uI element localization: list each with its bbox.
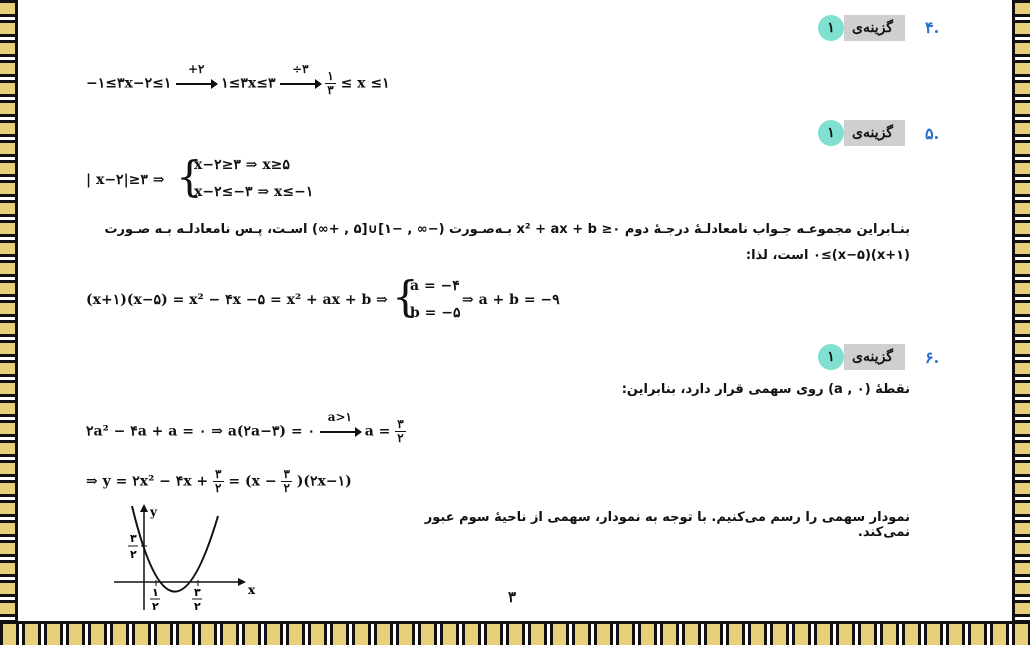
answer-option-label: گزینه‌ی (844, 15, 905, 41)
page-border-right (1012, 0, 1030, 645)
q6-equation-1 (86, 409, 406, 446)
q4-fraction (325, 70, 335, 97)
q5-brace: { (176, 152, 203, 201)
q6-equation-2 (86, 468, 352, 495)
x-tick1-num: ۱ (152, 586, 159, 599)
q5-result: ⇒ a + b = −۹ (462, 292, 560, 308)
answer-badge-5 (820, 120, 905, 146)
question-number-6: ۶. (925, 348, 940, 367)
x-tick2-den: ۲ (194, 600, 201, 613)
parabola-curve (132, 506, 218, 592)
q4-inequality-chain (86, 61, 390, 98)
q4-arrow-label-2: ÷۳ (292, 61, 309, 76)
answer-option-circle: ۱ (818, 120, 844, 146)
x-tick2-num: ۳ (194, 586, 201, 599)
q6-eq1-arrow (320, 409, 360, 440)
q5-system-brace: { (392, 272, 419, 321)
q6-eq1-right: a = (364, 423, 391, 440)
q6-eq2-f2-den: ۲ (283, 481, 290, 496)
x-tick1-den: ۲ (152, 600, 159, 613)
parabola-graph (110, 502, 260, 614)
q6-eq1-arrow-label: a>۱ (327, 409, 352, 424)
q4-step1: −۱≤۳x−۲≤۱ (86, 75, 172, 92)
page-number: ۳ (508, 588, 517, 606)
q6-intro: نقطهٔ (a , ۰) روی سهمی قرار دارد، بنابراین: (621, 382, 910, 397)
q6-eq2-mid: = (x − (228, 473, 277, 490)
q6-eq2-left: ⇒ y = ۲x² − ۴x + (86, 473, 209, 490)
y-axis-label: y (150, 505, 157, 519)
q5-case-2: x−۲≤−۳ ⇒ x≤−۱ (194, 184, 314, 200)
q5-case-1: x−۲≥۳ ⇒ x≥۵ (194, 157, 290, 173)
q6-eq2-f1-num: ۳ (215, 467, 222, 481)
q4-arrow-div3 (280, 61, 320, 92)
q6-eq1-frac-den: ۲ (397, 431, 404, 446)
q6-eq1-fraction (395, 418, 405, 445)
q6-eq2-f2-num: ۳ (283, 467, 290, 481)
x-axis-arrow (238, 578, 246, 586)
answer-badge-6 (820, 344, 905, 370)
q6-eq1-frac-num: ۳ (397, 417, 404, 431)
answer-badge-4 (820, 15, 905, 41)
q5-paragraph-line-1: بنـابراین مجموعـه جـواب نامعادلـهٔ درجـهٔ دوم x² + ax + b ≥۰ بـه‌صـورت (−∞ , −۱]∪[۵ , +∞) اسـت، پـس نامعادلـه بـه صـورت (104, 222, 910, 237)
q4-arrow-label-1: +۲ (187, 61, 205, 76)
q6-eq2-end: )(۲x−۱) (296, 473, 352, 490)
y-tick-num: ۳ (130, 532, 137, 545)
q6-eq1-left: ۲a² − ۴a + a = ۰ ⇒ a(۲a−۳) = ۰ (86, 423, 315, 440)
question-number-5: ۵. (925, 124, 940, 143)
answer-option-circle: ۱ (818, 15, 844, 41)
q4-frac-num: ۱ (327, 69, 334, 83)
y-axis-arrow (140, 504, 148, 512)
q5-equation: (x+۱)(x−۵) = x² − ۴x −۵ = x² + ax + b ⇒ (86, 292, 388, 308)
q6-eq2-fraction-1 (213, 468, 223, 495)
q4-frac-den: ۳ (327, 83, 334, 98)
answer-option-label: گزینه‌ی (844, 120, 905, 146)
q5-abs-inequality: | x−۲|≥۳ ⇒ (86, 172, 165, 188)
q5-system-a: a = −۴ (410, 278, 460, 294)
x-axis-label: x (248, 583, 256, 597)
question-number-4: ۴. (925, 18, 940, 37)
q5-paragraph-line-2: (x+۱)(x−۵)≥۰ است، لذا: (745, 248, 910, 263)
q6-graph-note: نمودار سهمی را رسم می‌کنیم. با توجه به نمودار، سهمی از ناحیهٔ سوم عبور نمی‌کند. (424, 510, 910, 540)
page-content (20, 0, 1010, 621)
q4-step3: ≤ x ≤۱ (340, 75, 390, 92)
q4-step2: ۱≤۳x≤۳ (221, 75, 276, 92)
q6-eq2-fraction-2 (281, 468, 291, 495)
q5-system-b: b = −۵ (410, 305, 461, 321)
answer-option-label: گزینه‌ی (844, 344, 905, 370)
page-border-left (0, 0, 18, 645)
q4-arrow-plus2 (176, 61, 216, 92)
y-tick-den: ۲ (130, 548, 137, 561)
answer-option-circle: ۱ (818, 344, 844, 370)
q6-eq2-f1-den: ۲ (215, 481, 222, 496)
page-border-bottom (0, 621, 1030, 645)
